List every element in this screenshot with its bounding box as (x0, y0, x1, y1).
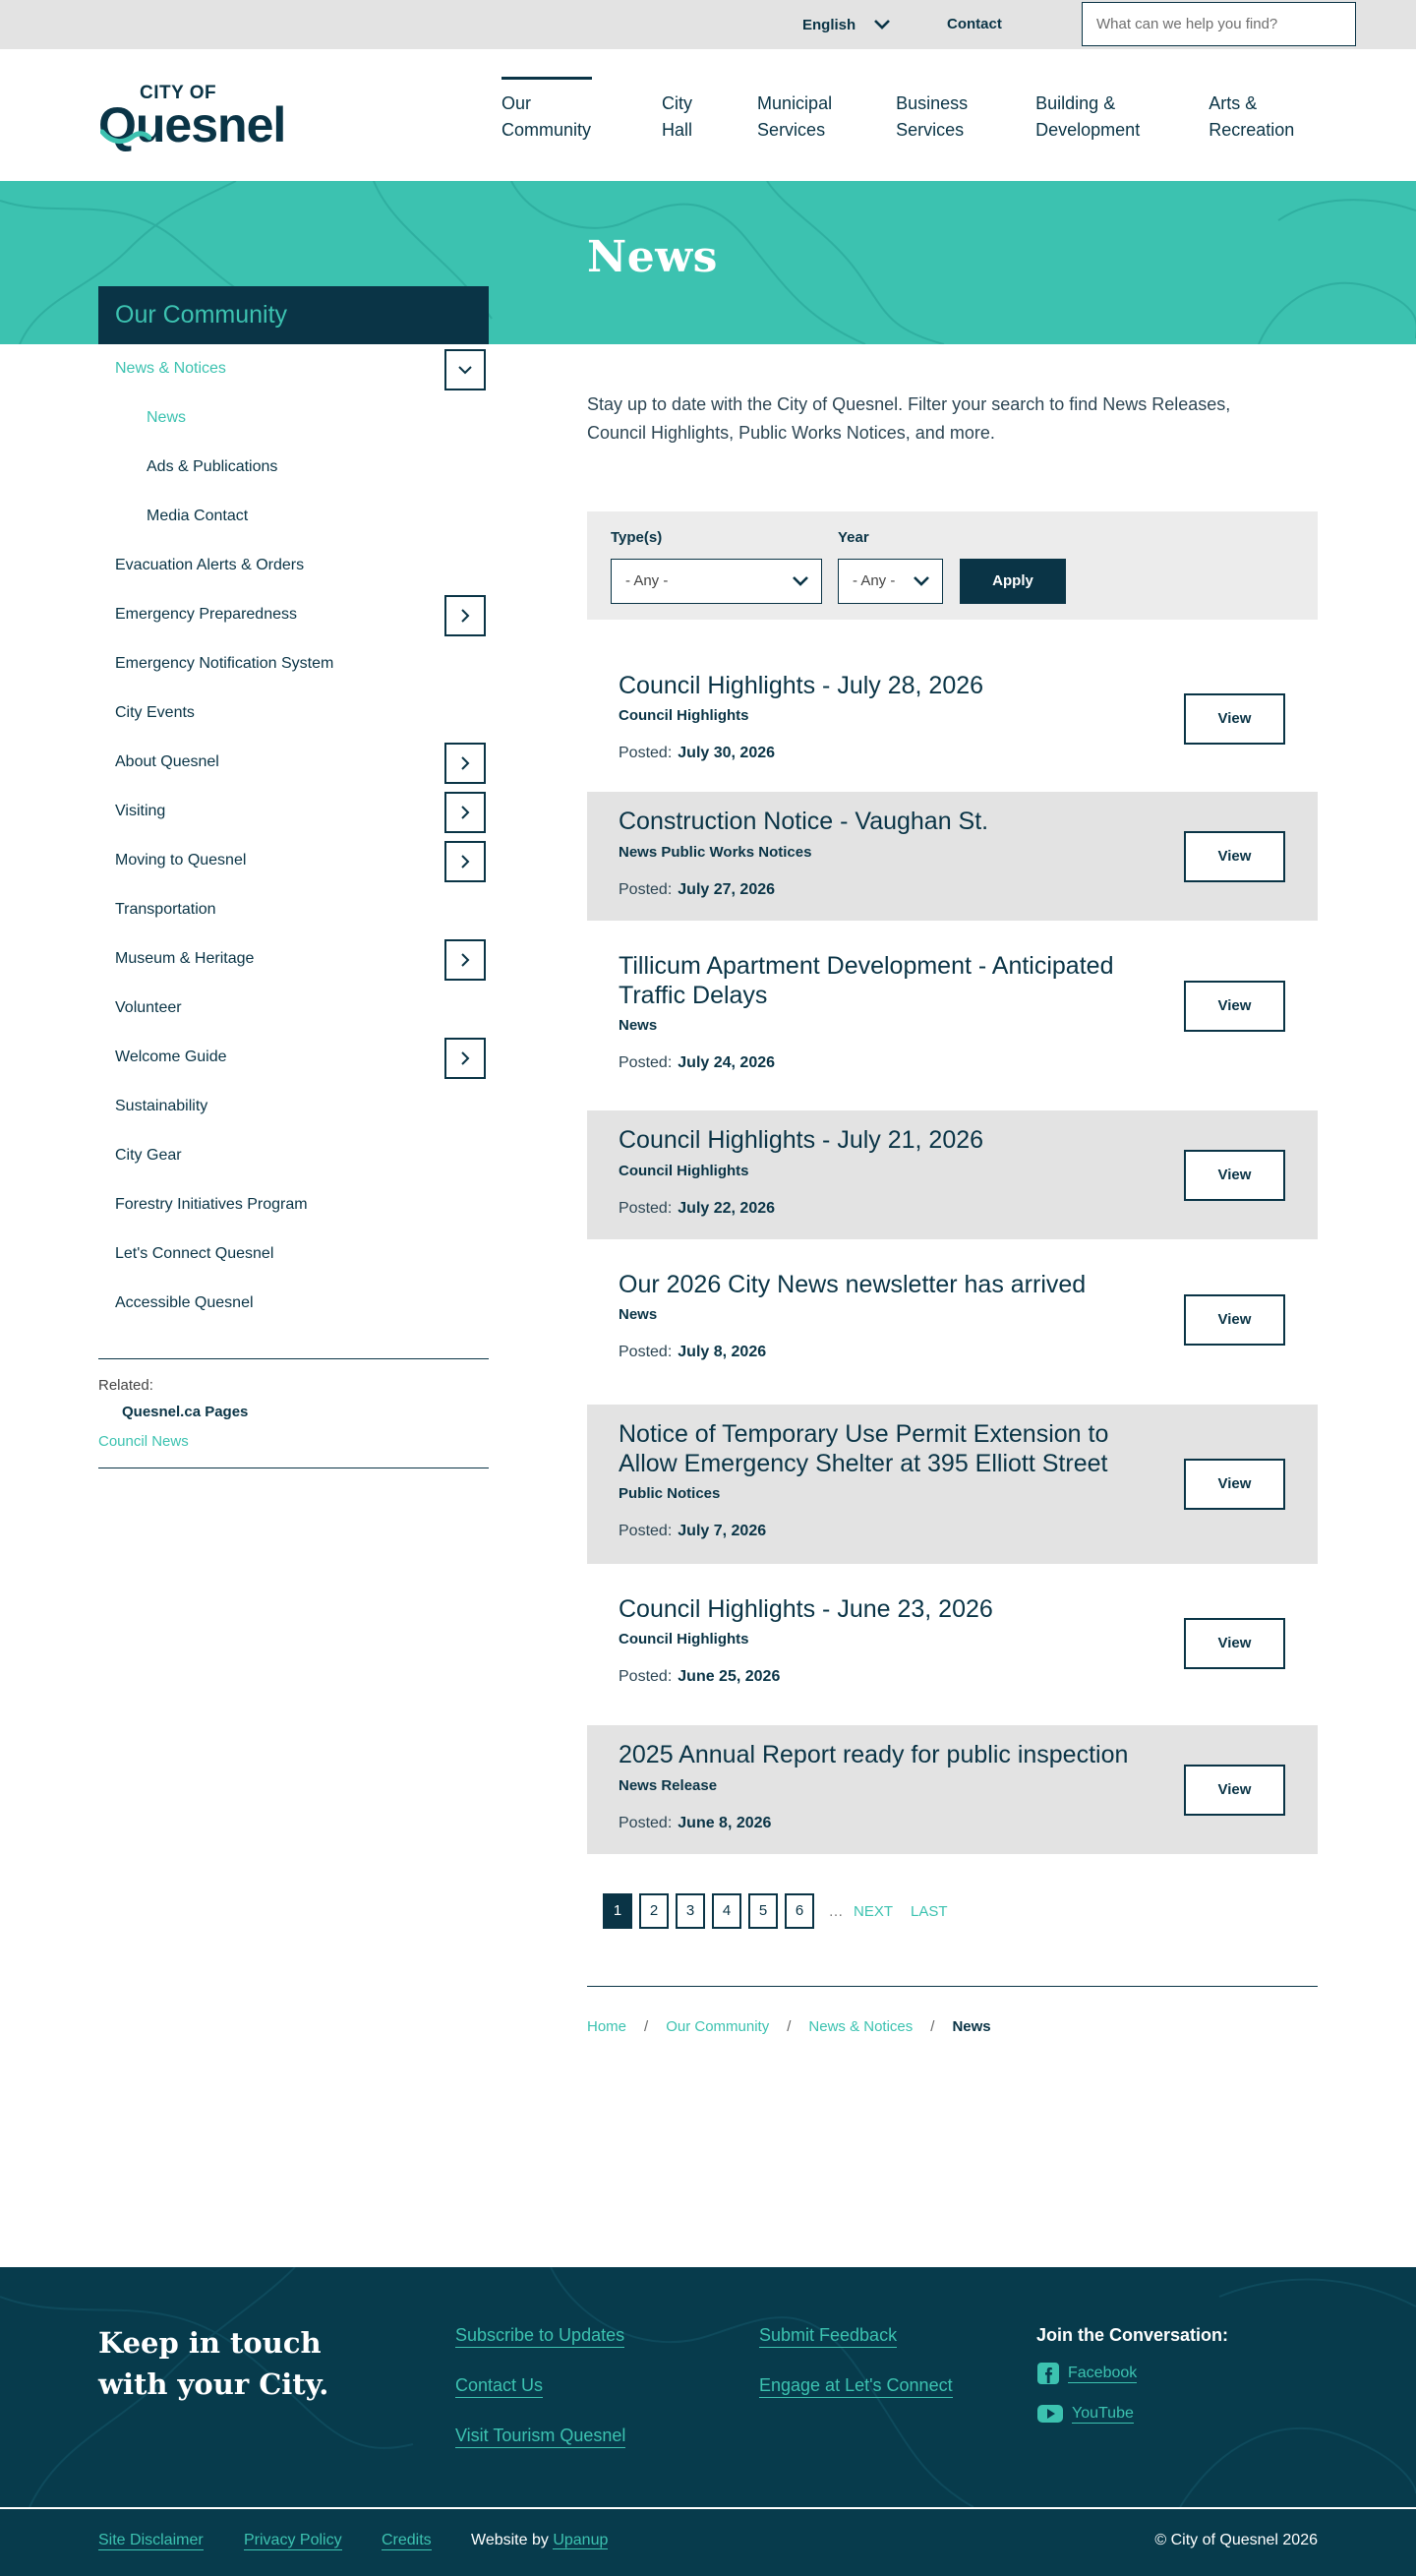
nav-label: Municipal (757, 93, 833, 113)
legal-bar (0, 2507, 1416, 2576)
news-item (587, 1405, 1318, 1564)
sidebar-item-ads-publications[interactable] (98, 443, 489, 492)
language-selector[interactable] (802, 0, 891, 49)
sidebar-item-news-notices[interactable] (98, 344, 489, 393)
news-category: News (619, 1017, 658, 1034)
types-select-value: - Any - (625, 572, 669, 589)
search-input[interactable] (1082, 2, 1356, 46)
chevron-right-icon (457, 1050, 473, 1066)
news-category: Public Notices (619, 1485, 721, 1502)
posted-date: July 30, 2026 (678, 745, 776, 761)
news-title[interactable]: Council Highlights - July 28, 2026 (619, 672, 984, 699)
chevron-down-icon (457, 362, 473, 378)
sidebar-item-label: News & Notices (115, 360, 226, 377)
contact-link[interactable]: Contact (947, 16, 1002, 32)
posted-date: July 24, 2026 (678, 1054, 776, 1071)
news-item (587, 1564, 1318, 1723)
news-posted (619, 1344, 766, 1361)
posted-date: July 22, 2026 (678, 1200, 776, 1217)
copyright: © City of Quesnel 2026 (1154, 2532, 1318, 2548)
posted-label: Posted: (619, 1523, 673, 1539)
sidebar-item-city-events[interactable] (98, 689, 489, 738)
news-category: News Release (619, 1777, 718, 1794)
chevron-down-icon (913, 574, 930, 588)
nav-label: City (662, 93, 693, 113)
page-2[interactable]: 2 (639, 1893, 669, 1929)
sidebar-item-label: City Gear (115, 1147, 182, 1164)
sidebar-item-emergency-notification[interactable] (98, 639, 489, 689)
news-category: Council Highlights (619, 1631, 749, 1647)
chevron-right-icon (457, 805, 473, 820)
pager-next[interactable]: NEXT (854, 1902, 894, 1920)
view-button[interactable]: View (1184, 693, 1285, 745)
expand-toggle[interactable] (444, 1038, 486, 1079)
related-pages-heading: Quesnel.ca Pages (122, 1404, 249, 1420)
expand-toggle[interactable] (444, 792, 486, 833)
nav-label: Services (896, 120, 965, 140)
nav-label: Development (1035, 120, 1141, 140)
news-posted (619, 1200, 775, 1218)
sidebar-item-transportation[interactable] (98, 885, 489, 934)
sidebar-item-label: Sustainability (115, 1098, 208, 1114)
news-posted (619, 1815, 771, 1832)
intro-text: Stay up to date with the City of Quesnel. Filter your search to find News Releases, Council Highlights, Public Works Notices, and more. (587, 394, 1231, 443)
nav-city-hall[interactable] (662, 49, 692, 181)
sidebar-item-lets-connect[interactable] (98, 1229, 489, 1279)
posted-label: Posted: (619, 1668, 673, 1685)
news-title[interactable]: 2025 Annual Report ready for public inspection (619, 1741, 1129, 1768)
tagline-line: Keep in touch (98, 2326, 322, 2360)
collapse-toggle[interactable] (444, 349, 486, 390)
related-box (98, 1358, 489, 1468)
credits-link[interactable]: Credits (382, 2532, 432, 2548)
nav-building-development[interactable] (1035, 49, 1140, 181)
page-title: News (587, 232, 718, 282)
news-posted (619, 1668, 780, 1686)
city-logo[interactable] (98, 83, 300, 151)
feedback-link[interactable]: Submit Feedback (759, 2325, 897, 2348)
youtube-icon (1036, 2403, 1064, 2425)
footer-tagline (98, 2322, 328, 2405)
upanup-link[interactable]: Upanup (553, 2532, 609, 2548)
news-item (587, 647, 1318, 775)
sidebar-item-welcome-guide[interactable] (98, 1033, 489, 1082)
filter-panel (587, 511, 1318, 620)
language-label: English (802, 16, 856, 33)
year-label: Year (838, 529, 869, 546)
sidebar-item-label: News (147, 409, 187, 426)
news-posted (619, 745, 775, 762)
page-1[interactable]: 1 (603, 1893, 632, 1929)
sidebar-item-label: Let's Connect Quesnel (115, 1245, 274, 1262)
sidebar-item-label: Media Contact (147, 508, 249, 524)
nav-label: Business (896, 93, 969, 113)
view-button[interactable]: View (1184, 1150, 1285, 1201)
sidebar-item-forestry[interactable] (98, 1180, 489, 1229)
sidebar-item-museum-heritage[interactable] (98, 934, 489, 984)
sidebar-item-evacuation[interactable] (98, 541, 489, 590)
facebook-icon (1036, 2362, 1060, 2385)
posted-label: Posted: (619, 1344, 673, 1360)
sidebar-item-about-quesnel[interactable] (98, 738, 489, 787)
nav-arts-recreation[interactable] (1209, 49, 1294, 181)
news-item (587, 1725, 1318, 1854)
view-button[interactable]: View (1184, 1618, 1285, 1669)
facebook-label: Facebook (1068, 2364, 1138, 2381)
chevron-down-icon (873, 19, 891, 30)
expand-toggle[interactable] (444, 939, 486, 981)
posted-label: Posted: (619, 881, 673, 898)
related-link-council-news[interactable]: Council News (98, 1433, 189, 1450)
posted-date: June 8, 2026 (678, 1815, 772, 1831)
site-header (0, 49, 1416, 181)
posted-label: Posted: (619, 1054, 673, 1071)
sidebar-item-volunteer[interactable] (98, 984, 489, 1033)
news-posted (619, 1054, 775, 1072)
nav-label: Services (757, 120, 826, 140)
breadcrumb (587, 2018, 991, 2035)
facebook-link[interactable] (1036, 2362, 1137, 2385)
view-button[interactable]: View (1184, 1459, 1285, 1510)
nav-label: Building & (1035, 93, 1116, 113)
chevron-down-icon (792, 574, 809, 588)
contact-us-link[interactable]: Contact Us (455, 2375, 543, 2398)
sidebar-item-label: Emergency Notification System (115, 655, 334, 672)
year-select-value: - Any - (853, 572, 896, 589)
related-label: Related: (98, 1377, 153, 1394)
sidebar-item-label: Transportation (115, 901, 216, 918)
news-posted (619, 881, 775, 899)
sidebar-item-label: Volunteer (115, 999, 182, 1016)
breadcrumb-separator: / (930, 2018, 935, 2035)
sidebar-item-accessible[interactable] (98, 1279, 489, 1328)
news-title[interactable]: Council Highlights - July 21, 2026 (619, 1126, 984, 1154)
nav-label: Recreation (1209, 120, 1295, 140)
page-3[interactable]: 3 (676, 1893, 705, 1929)
posted-label: Posted: (619, 745, 673, 761)
main-nav (502, 49, 1294, 181)
sidebar-item-moving[interactable] (98, 836, 489, 885)
youtube-label: YouTube (1072, 2404, 1134, 2422)
nav-label: Arts & (1209, 93, 1258, 113)
website-by-label: Website by (471, 2532, 549, 2548)
news-item (587, 1239, 1318, 1384)
types-select[interactable] (611, 559, 822, 604)
news-item (587, 792, 1318, 921)
divider (587, 1986, 1318, 1987)
website-by (471, 2532, 608, 2549)
news-category: Council Highlights (619, 1163, 749, 1179)
sidebar-item-label: Ads & Publications (147, 458, 278, 475)
breadcrumb-separator: / (644, 2018, 649, 2035)
sidebar-item-label: Museum & Heritage (115, 950, 255, 967)
sidebar-item-label: Accessible Quesnel (115, 1294, 254, 1311)
news-title[interactable]: Construction Notice - Vaughan St. (619, 808, 989, 835)
news-category: News Public Works Notices (619, 844, 812, 861)
sidebar-item-sustainability[interactable] (98, 1082, 489, 1131)
sidebar-item-emergency-preparedness[interactable] (98, 590, 489, 639)
pagination (603, 1893, 966, 1929)
year-select[interactable] (838, 559, 943, 604)
posted-label: Posted: (619, 1200, 673, 1217)
sidebar-item-label: Moving to Quesnel (115, 852, 247, 869)
chevron-right-icon (457, 755, 473, 771)
logo-small-text: CITY OF (140, 83, 217, 103)
subscribe-link[interactable]: Subscribe to Updates (455, 2325, 624, 2348)
page-6[interactable]: 6 (785, 1893, 814, 1929)
sidebar-item-label: Welcome Guide (115, 1048, 227, 1065)
nav-our-community[interactable] (502, 49, 591, 181)
chevron-right-icon (457, 608, 473, 624)
page-5[interactable]: 5 (748, 1893, 778, 1929)
breadcrumb-current: News (952, 2018, 991, 2035)
posted-date: June 25, 2026 (678, 1668, 781, 1685)
youtube-link[interactable] (1036, 2403, 1134, 2425)
news-category: News (619, 1306, 658, 1323)
news-title[interactable]: Council Highlights - June 23, 2026 (619, 1595, 993, 1623)
news-title[interactable]: Our 2026 City News newsletter has arrived (619, 1271, 1087, 1298)
news-category: Council Highlights (619, 707, 749, 724)
view-button[interactable]: View (1184, 1765, 1285, 1816)
sidebar-item-label: Emergency Preparedness (115, 606, 297, 623)
types-label: Type(s) (611, 529, 663, 546)
chevron-right-icon (457, 854, 473, 869)
site-disclaimer-link[interactable]: Site Disclaimer (98, 2532, 204, 2548)
sidebar-item-label: Evacuation Alerts & Orders (115, 557, 305, 573)
sidebar-item-city-gear[interactable] (98, 1131, 489, 1180)
expand-toggle[interactable] (444, 743, 486, 784)
sidebar-item-label: Visiting (115, 803, 166, 819)
posted-date: July 27, 2026 (678, 881, 776, 898)
sidebar-heading: Our Community (98, 286, 489, 344)
join-heading: Join the Conversation: (1036, 2325, 1229, 2345)
tourism-link[interactable]: Visit Tourism Quesnel (455, 2426, 625, 2448)
sidebar-item-visiting[interactable] (98, 787, 489, 836)
news-item (587, 921, 1318, 1092)
utility-bar (0, 0, 1416, 49)
nav-label: Hall (662, 120, 693, 140)
breadcrumb-notices[interactable]: News & Notices (808, 2018, 914, 2035)
sidebar (98, 286, 489, 1468)
apply-button[interactable]: Apply (960, 559, 1066, 604)
tagline-line: with your City. (98, 2367, 329, 2401)
posted-date: July 7, 2026 (678, 1523, 767, 1539)
breadcrumb-home[interactable]: Home (587, 2018, 627, 2035)
view-button[interactable]: View (1184, 831, 1285, 882)
sidebar-item-news[interactable] (98, 393, 489, 443)
site-footer (0, 2267, 1416, 2507)
view-button[interactable]: View (1184, 981, 1285, 1032)
nav-label: Community (502, 120, 592, 140)
breadcrumb-community[interactable]: Our Community (666, 2018, 770, 2035)
logo-big-text: Quesnel (98, 97, 286, 152)
sidebar-item-label: City Events (115, 704, 195, 721)
sidebar-item-label: About Quesnel (115, 753, 219, 770)
breadcrumb-separator: / (787, 2018, 792, 2035)
posted-label: Posted: (619, 1815, 673, 1831)
nav-label: Our (502, 93, 532, 113)
posted-date: July 8, 2026 (678, 1344, 767, 1360)
nav-business-services[interactable] (896, 49, 968, 181)
logo-wave-icon (100, 126, 151, 146)
pager-ellipsis: … (828, 1902, 844, 1920)
sidebar-item-media-contact[interactable] (98, 492, 489, 541)
expand-toggle[interactable] (444, 841, 486, 882)
news-item (587, 1110, 1318, 1239)
content-area (0, 301, 1416, 2267)
privacy-policy-link[interactable]: Privacy Policy (244, 2532, 342, 2548)
page-4[interactable]: 4 (712, 1893, 741, 1929)
pager-last[interactable]: LAST (911, 1902, 948, 1920)
news-title[interactable]: Notice of Temporary Use Permit Extension to Allow Emergency Shelter at 395 Elliott Street (619, 1420, 1109, 1477)
news-title[interactable]: Tillicum Apartment Development - Anticipated Traffic Delays (619, 952, 1114, 1009)
chevron-right-icon (457, 952, 473, 968)
news-posted (619, 1523, 766, 1540)
view-button[interactable]: View (1184, 1294, 1285, 1346)
engage-link[interactable]: Engage at Let's Connect (759, 2375, 953, 2398)
expand-toggle[interactable] (444, 595, 486, 636)
nav-municipal-services[interactable] (757, 49, 832, 181)
sidebar-item-label: Forestry Initiatives Program (115, 1196, 308, 1213)
